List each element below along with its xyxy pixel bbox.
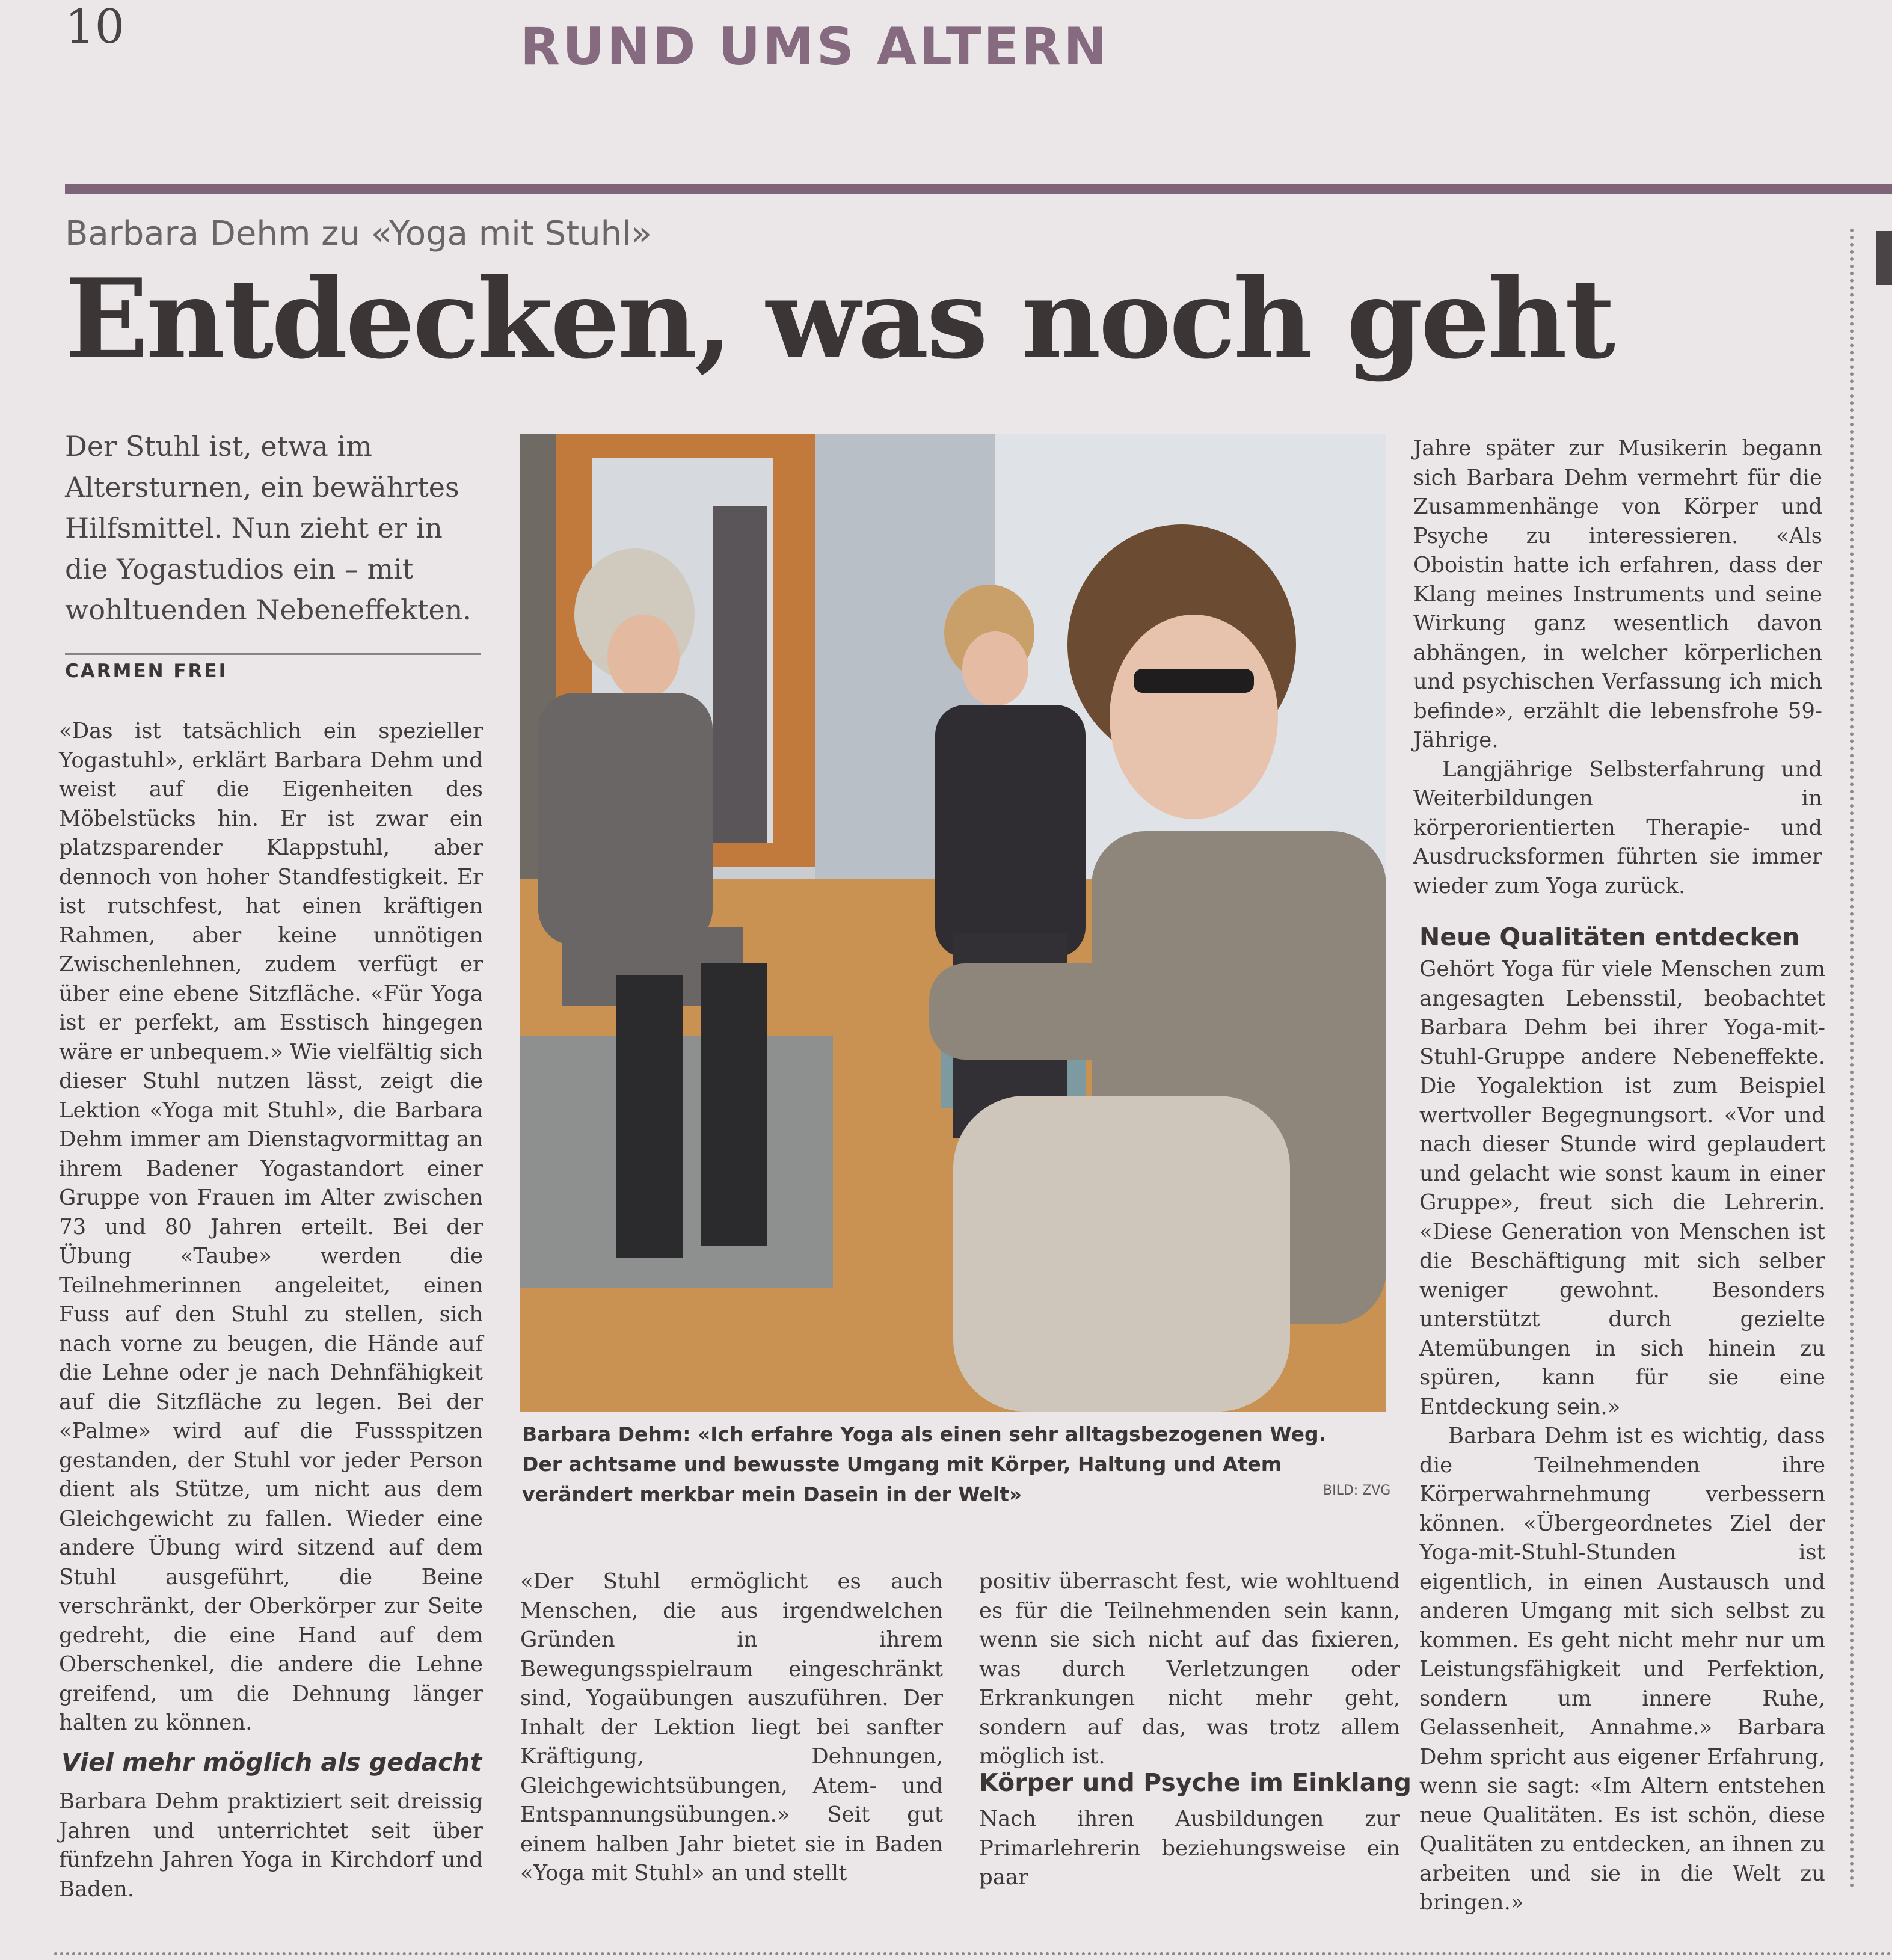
body-column-1-continued xyxy=(59,1787,483,1904)
body-paragraph: «Das ist tatsächlich ein spezieller Yogastuhl», erklärt Barbara Dehm und weist auf die Eigenheiten des Möbelstücks hin. Er ist zwar ein platzsparender Klappstuhl, aber dennoch von hoher Standfestigkeit. Er ist rutschfest, hat einen kräftigen Rahmen, aber keine unnötigen Zwischenlehnen, zudem verfügt er über eine ebene Sitzfläche. «Für Yoga ist er perfekt, am Esstisch hingegen wäre er unbequem.» Wie vielfältig sich dieser Stuhl nutzen lässt, zeigt die Lektion «Yoga mit Stuhl», die Barbara Dehm immer am Dienstagvormittag an ihrem Badener Yogastandort einer Gruppe von Frauen im Alter zwischen 73 und 80 Jahren erteilt. Bei der Übung «Taube» werden die Teilnehmerinnen angeleitet, einen Fuss auf den Stuhl zu stellen, sich nach vorne zu beugen, die Hände auf die Lehne oder je nach Dehnfähigkeit auf die Sitzfläche zu legen. Bei der «Palme» wird auf die Fussspitzen gestanden, der Stuhl vor jeder Person dient als Stütze, um nicht aus dem Gleichgewicht zu fallen. Wieder eine andere Übung wird sitzend auf dem Stuhl ausgeführt, die Beine verschränkt, der Oberkörper zur Seite gedreht, die eine Hand auf dem Oberschenkel, die andere die Lehne greifend, um die Dehnung länger halten zu können. xyxy=(59,719,483,1735)
article-lead: Der Stuhl ist, etwa im Altersturnen, ein bewährtes Hilfsmittel. Nun zieht er in die Yogastudios ein – mit wohltuenden Nebeneffekten. xyxy=(65,430,472,626)
photo-credit: BILD: ZVG xyxy=(1323,1483,1391,1498)
page-bottom-rule xyxy=(54,1952,1892,1955)
body-paragraph: Barbara Dehm praktiziert seit dreissig Jahren und unterrichtet seit über fünfzehn Jahren Yoga in Kirchdorf und Baden. xyxy=(59,1789,483,1902)
subheading: Viel mehr möglich als gedacht xyxy=(61,1748,482,1777)
body-paragraph: positiv überrascht fest, wie wohltuend es für die Teilnehmenden sein kann, wenn sie sich nicht auf das fixieren, was durch Verletzungen oder Erkrankungen nicht mehr geht, sondern auf das, was trotz allem möglich ist. xyxy=(979,1569,1400,1769)
body-column-3-continued xyxy=(979,1805,1400,1893)
subheading: Körper und Psyche im Einklang xyxy=(979,1768,1411,1797)
page-number: 10 xyxy=(65,0,125,54)
body-paragraph: Nach ihren Ausbildungen zur Primarlehrerin beziehungsweise ein paar xyxy=(979,1807,1400,1890)
body-paragraph: Barbara Dehm ist es wichtig, dass die Teilnehmenden ihre Körperwahrnehmung verbessern können. «Übergeordnetes Ziel der Yoga-mit-Stuhl-Stunden ist eigentlich, in einen Austausch und anderen Umgang mit sich selbst zu kommen. Es geht nicht mehr nur um Leistungsfähigkeit und Perfektion, sondern um innere Ruhe, Gelassenheit, Annahme.» Barbara Dehm spricht aus eigener Erfahrung, wenn sie sagt: «Im Altern entstehen neue Qualitäten. Es ist schön, diese Qualitäten zu entdecken, an ihnen zu arbeiten und sie in die Welt zu bringen.» xyxy=(1419,1424,1825,1915)
body-paragraph: Langjährige Selbsterfahrung und Weiterbildungen in körperorientierten Therapie- und Ausdrucksformen führten sie immer wieder zum Yoga zurück. xyxy=(1413,757,1822,899)
section-title: RUND UMS ALTERN xyxy=(520,17,1110,77)
body-paragraph: Gehört Yoga für viele Menschen zum angesagten Lebensstil, beobachtet Barbara Dehm bei ihrer Yoga-mit-Stuhl-Gruppe andere Nebeneffekte. Die Yogalektion ist zum Beispiel wertvoller Begegnungsort. «Vor und nach dieser Stunde wird geplaudert und gelacht wie sonst kaum in einer Gruppe», freut sich die Lehrerin. «Diese Generation von Menschen ist die Beschäftigung mit sich selber weniger gewohnt. Besonders unterstützt durch gezielte Atemübungen in sich hinein zu spüren, kann für sie eine Entdeckung sein.» xyxy=(1419,957,1825,1419)
article-photo xyxy=(520,434,1386,1412)
article-kicker: Barbara Dehm zu «Yoga mit Stuhl» xyxy=(65,214,652,253)
subheading: Neue Qualitäten entdecken xyxy=(1419,923,1800,951)
adjacent-article-edge xyxy=(1876,231,1892,285)
author-rule xyxy=(65,653,481,655)
body-paragraph: «Der Stuhl ermöglicht es auch Menschen, die aus irgendwelchen Gründen in ihrem Bewegungsspielraum eingeschränkt sind, Yogaübungen auszuführen. Der Inhalt der Lektion liegt bei sanfter Kräftigung, Dehnungen, Gleichgewichtsübungen, Atem- und Entspannungsübungen.» Seit gut einem halben Jahr bietet sie in Baden «Yoga mit Stuhl» an und stellt xyxy=(520,1569,943,1885)
body-column-3 xyxy=(979,1567,1400,1772)
body-column-1 xyxy=(59,717,483,1738)
body-paragraph: Jahre später zur Musikerin begann sich Barbara Dehm vermehrt für die Zusammenhänge von Körper und Psyche zu interessieren. «Als Oboistin hatte ich erfahren, dass der Klang meines Instruments und seine Wirkung ganz wesentlich davon abhängen, in welcher körperlichen und psychischen Verfassung ich mich befinde», erzählt die lebensfrohe 59-Jährige. xyxy=(1413,436,1822,752)
article-headline: Entdecken, was noch geht xyxy=(65,254,1614,383)
article-author: CARMEN FREI xyxy=(65,660,228,682)
photo-caption: Barbara Dehm: «Ich erfahre Yoga als einen sehr alltagsbezogenen Weg. Der achtsame und bewusste Umgang mit Körper, Haltung und Atem verändert merkbar mein Dasein in der Welt» xyxy=(522,1422,1327,1506)
section-rule xyxy=(65,184,1892,194)
column-separator xyxy=(1850,229,1854,1888)
body-column-2 xyxy=(520,1567,943,1888)
body-column-4-continued xyxy=(1419,955,1825,1918)
body-column-4 xyxy=(1413,434,1822,901)
